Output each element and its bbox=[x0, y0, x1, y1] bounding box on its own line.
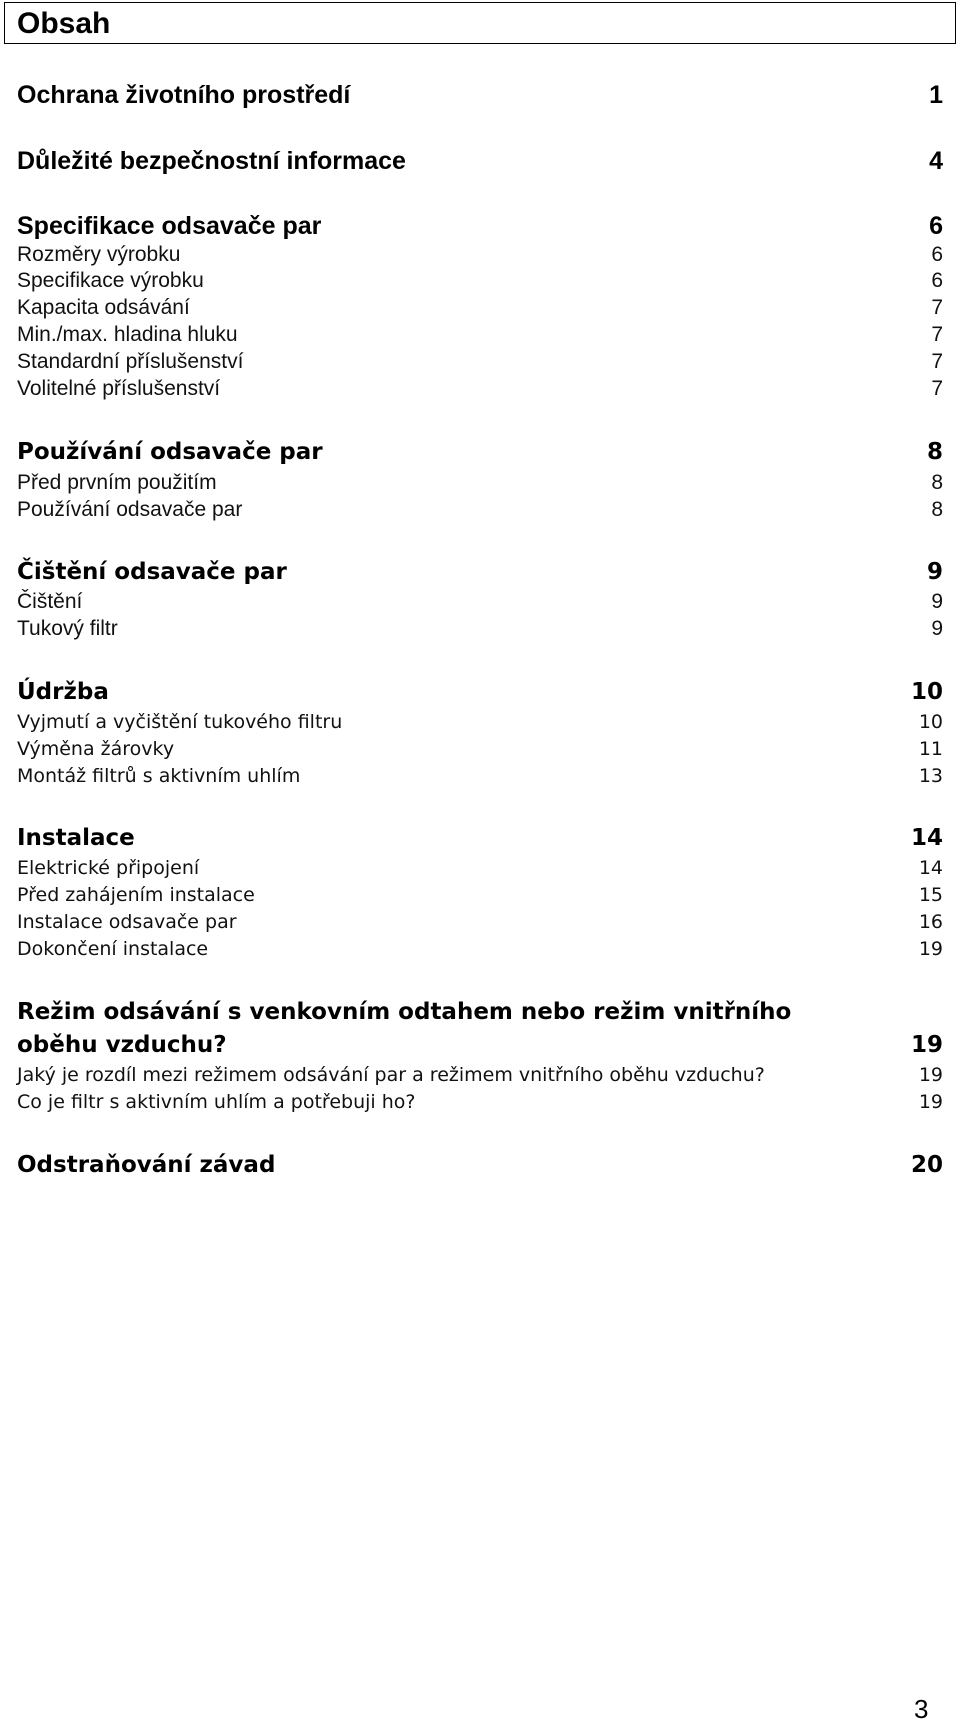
toc-section-label: Důležité bezpečnostní informace bbox=[17, 147, 406, 175]
toc-item-page: 6 bbox=[931, 243, 943, 266]
toc-item[interactable] bbox=[17, 470, 943, 496]
toc-item-label: Co je filtr s aktivním uhlím a potřebuji ho? bbox=[17, 1091, 416, 1113]
toc-section-label: Specifikace odsavače par bbox=[17, 212, 322, 240]
toc-item[interactable] bbox=[17, 855, 943, 881]
toc-section-ochrana[interactable] bbox=[17, 80, 943, 110]
toc-item[interactable] bbox=[17, 709, 943, 735]
toc-section-page: 20 bbox=[910, 1152, 943, 1178]
toc-section-label: Používání odsavače par bbox=[17, 439, 323, 465]
toc-item-page: 11 bbox=[918, 738, 943, 760]
contents-heading: Obsah bbox=[17, 7, 111, 40]
toc-section-label: Čištění odsavače par bbox=[17, 559, 287, 585]
toc-section-pouzivani[interactable] bbox=[17, 438, 943, 466]
toc-item-page: 10 bbox=[918, 711, 943, 733]
toc-item[interactable] bbox=[17, 497, 943, 523]
toc-item-label: Montáž filtrů s aktivním uhlím bbox=[17, 765, 301, 787]
toc-item-label: Instalace odsavače par bbox=[17, 911, 237, 933]
toc-section-page: 8 bbox=[926, 439, 943, 465]
toc-item[interactable] bbox=[17, 1062, 943, 1088]
toc-section-specifikace[interactable] bbox=[17, 211, 943, 241]
toc-section-label-line1: Režim odsávání s venkovním odtahem nebo režim vnitřního bbox=[17, 999, 792, 1025]
toc-item-page: 14 bbox=[918, 857, 943, 879]
toc-item-label: Rozměry výrobku bbox=[17, 243, 181, 266]
toc-item-label: Tukový filtr bbox=[17, 617, 118, 640]
toc-item-label: Elektrické připojení bbox=[17, 857, 200, 879]
toc-item[interactable] bbox=[17, 882, 943, 908]
toc-section-rezim-cont[interactable] bbox=[17, 1031, 943, 1059]
toc-item-label: Dokončení instalace bbox=[17, 938, 209, 960]
toc-item[interactable] bbox=[17, 736, 943, 762]
toc-section-page: 14 bbox=[910, 825, 943, 851]
toc-item-page: 8 bbox=[931, 498, 943, 521]
toc-item[interactable] bbox=[17, 763, 943, 789]
toc-section-page: 19 bbox=[910, 1032, 943, 1058]
contents-heading-box bbox=[4, 2, 956, 44]
toc-item-page: 7 bbox=[931, 350, 943, 373]
toc-item[interactable] bbox=[17, 242, 943, 268]
toc-item[interactable] bbox=[17, 589, 943, 615]
toc-section-label: Ochrana životního prostředí bbox=[17, 81, 351, 109]
toc-item-label: Kapacita odsávání bbox=[17, 296, 190, 319]
toc-item-label: Výměna žárovky bbox=[17, 738, 175, 760]
toc-item-page: 9 bbox=[931, 617, 943, 640]
toc-item[interactable] bbox=[17, 1089, 943, 1115]
toc-item[interactable] bbox=[17, 268, 943, 294]
toc-section-zavady[interactable] bbox=[17, 1151, 943, 1179]
toc-item-label: Používání odsavače par bbox=[17, 498, 243, 521]
toc-item-label: Specifikace výrobku bbox=[17, 269, 204, 292]
toc-section-udrzba[interactable] bbox=[17, 678, 943, 706]
toc-section-page: 6 bbox=[929, 212, 943, 240]
toc-item-label: Jaký je rozdíl mezi režimem odsávání par a režimem vnitřního oběhu vzduchu? bbox=[17, 1064, 765, 1086]
toc-item-label: Před zahájením instalace bbox=[17, 884, 255, 906]
toc-section-instalace[interactable] bbox=[17, 824, 943, 852]
toc-section-page: 4 bbox=[929, 147, 943, 175]
toc-item-label: Před prvním použitím bbox=[17, 471, 217, 494]
toc-item[interactable] bbox=[17, 909, 943, 935]
toc-section-page: 1 bbox=[929, 81, 943, 109]
toc-item-label: Čištění bbox=[17, 590, 83, 613]
toc-item-label: Volitelné příslušenství bbox=[17, 377, 221, 400]
toc-item-page: 7 bbox=[931, 323, 943, 346]
toc-section-label: Instalace bbox=[17, 825, 135, 851]
toc-item-page: 9 bbox=[931, 590, 943, 613]
toc-item-page: 8 bbox=[931, 471, 943, 494]
toc-item[interactable] bbox=[17, 295, 943, 321]
toc-item[interactable] bbox=[17, 936, 943, 962]
toc-section-label: Odstraňování závad bbox=[17, 1152, 276, 1178]
toc-section-rezim[interactable] bbox=[17, 998, 943, 1026]
toc-section-label: Údržba bbox=[17, 679, 109, 705]
toc-item[interactable] bbox=[17, 349, 943, 375]
toc-item-label: Vyjmutí a vyčištění tukového filtru bbox=[17, 711, 343, 733]
toc-item[interactable] bbox=[17, 616, 943, 642]
toc-section-page: 9 bbox=[926, 559, 943, 585]
toc-item-page: 16 bbox=[918, 911, 943, 933]
toc-item-page: 7 bbox=[931, 296, 943, 319]
toc-section-cisteni[interactable] bbox=[17, 558, 943, 586]
toc-section-bezpecnost[interactable] bbox=[17, 146, 943, 176]
toc-section-label-line2: oběhu vzduchu? bbox=[17, 1032, 227, 1058]
toc-item-page: 19 bbox=[918, 938, 943, 960]
toc-item[interactable] bbox=[17, 376, 943, 402]
toc-item-page: 15 bbox=[918, 884, 943, 906]
toc-section-page: 10 bbox=[910, 679, 943, 705]
toc-item-page: 19 bbox=[918, 1091, 943, 1113]
toc-item-page: 13 bbox=[918, 765, 943, 787]
toc-item-page: 19 bbox=[918, 1064, 943, 1086]
page-number: 3 bbox=[914, 1694, 929, 1724]
toc-item-page: 6 bbox=[931, 269, 943, 292]
toc-item-label: Min./max. hladina hluku bbox=[17, 323, 238, 346]
toc-item[interactable] bbox=[17, 322, 943, 348]
toc-item-label: Standardní příslušenství bbox=[17, 350, 244, 373]
toc-item-page: 7 bbox=[931, 377, 943, 400]
